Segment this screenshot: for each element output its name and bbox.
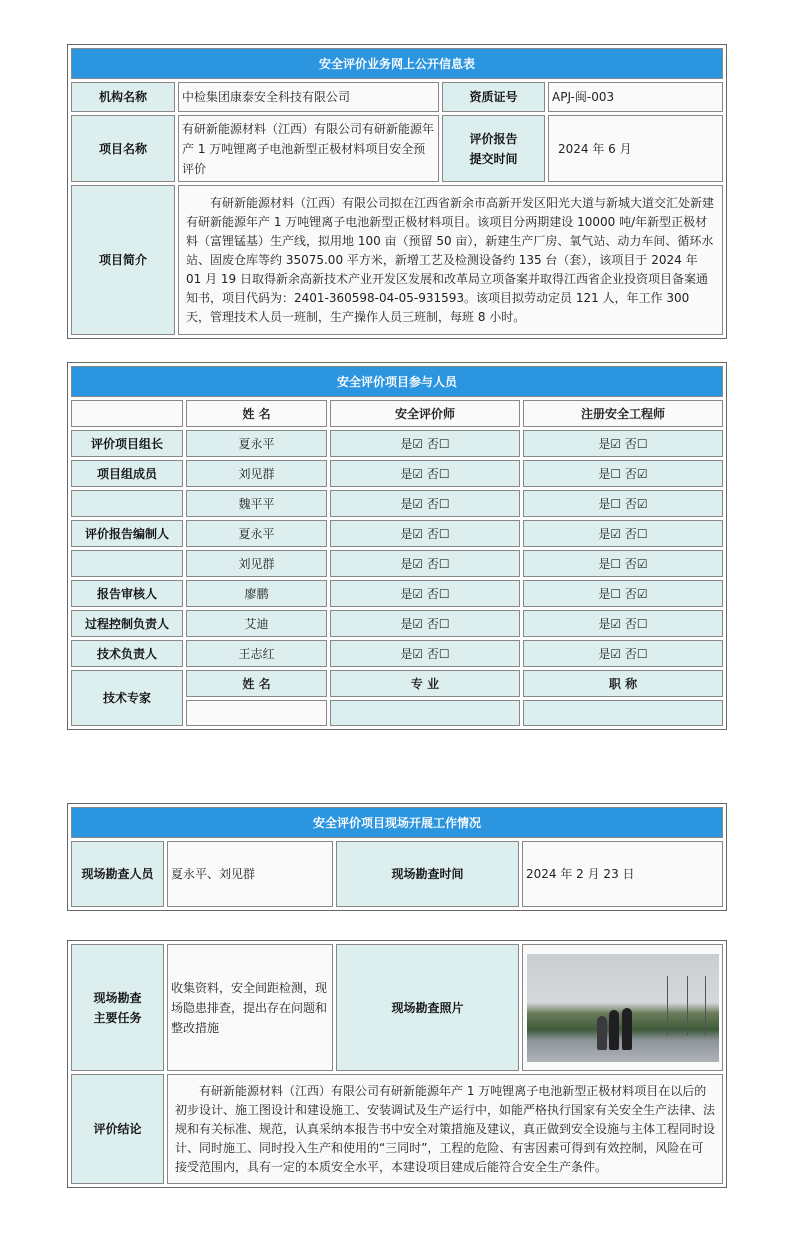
table-row	[71, 460, 723, 487]
photo-label: 现场勘查照片	[336, 944, 519, 1071]
task-value: 收集资料，安全间距检测，现场隐患排查，提出存在问题和整改措施	[167, 944, 333, 1071]
evaluator-cell: 是☑ 否☐	[330, 460, 520, 487]
evaluator-cell: 是☑ 否☐	[330, 580, 520, 607]
org-label: 机构名称	[71, 82, 175, 112]
person-shape	[622, 1008, 632, 1050]
engineer-cell: 是☐ 否☑	[523, 550, 723, 577]
submit-label-line2: 提交时间	[469, 151, 518, 166]
name-cell: 刘见群	[186, 550, 327, 577]
name-cell: 夏永平	[186, 430, 327, 457]
task-label-line2: 主要任务	[93, 1010, 142, 1025]
evaluator-cell: 是☑ 否☐	[330, 520, 520, 547]
site-table	[67, 803, 727, 911]
role-cell: 评价项目组长	[71, 430, 183, 457]
name-cell: 廖鹏	[186, 580, 327, 607]
conclusion-text: 有研新能源材料（江西）有限公司有研新能源年产 1 万吨锂离子电池新型正极材料项目在以后的初步设计、施工图设计和建设施工、安装调试及生产运行中，如能严格执行国家有关安全生产法律、法规和有关标准、规范，认真采纳本报告书中安全对策措施及建议，真正做到安全设施与主体工程同时设计、同时施工、同时投入生产和使用的“三同时”，工程的危险、有害因素可得到有效控制，风险在可接受范围内，具有一定的本质安全水平，本建设项目建成后能符合安全生产条件。	[175, 1083, 716, 1174]
site-time-value: 2024 年 2 月 23 日	[522, 841, 723, 907]
expert-col-title: 职 称	[523, 670, 723, 697]
name-cell: 刘见群	[186, 460, 327, 487]
submit-label-line1: 评价报告	[469, 131, 518, 146]
header-empty	[71, 400, 183, 427]
evaluator-cell: 是☑ 否☐	[330, 430, 520, 457]
expert-label: 技术专家	[71, 670, 183, 726]
expert-title-cell	[523, 700, 723, 726]
conclusion-label: 评价结论	[71, 1074, 164, 1184]
name-cell: 夏永平	[186, 520, 327, 547]
info-title: 安全评价业务网上公开信息表	[71, 48, 723, 79]
table-row	[71, 490, 723, 517]
role-cell	[71, 550, 183, 577]
site-title: 安全评价项目现场开展工作情况	[71, 807, 723, 838]
engineer-cell: 是☐ 否☑	[523, 490, 723, 517]
task-table	[67, 940, 727, 1188]
header-name: 姓 名	[186, 400, 327, 427]
submit-value	[548, 115, 723, 182]
pole-shape	[705, 976, 706, 1036]
person-shape	[609, 1010, 619, 1050]
header-evaluator: 安全评价师	[330, 400, 520, 427]
name-cell: 魏平平	[186, 490, 327, 517]
org-value: 中检集团康泰安全科技有限公司	[178, 82, 439, 112]
role-cell: 报告审核人	[71, 580, 183, 607]
cert-label: 资质证号	[442, 82, 545, 112]
submit-label	[442, 115, 545, 182]
project-label: 项目名称	[71, 115, 175, 182]
expert-name-cell	[186, 700, 327, 726]
engineer-cell: 是☐ 否☑	[523, 460, 723, 487]
site-time-label: 现场勘查时间	[336, 841, 519, 907]
personnel-title: 安全评价项目参与人员	[71, 366, 723, 397]
table-row	[71, 610, 723, 637]
conclusion-value	[167, 1074, 723, 1184]
site-photo	[527, 954, 719, 1062]
name-cell: 王志红	[186, 640, 327, 667]
intro-value	[178, 185, 723, 335]
evaluator-cell: 是☑ 否☐	[330, 610, 520, 637]
task-label-line1: 现场勘查	[93, 990, 142, 1005]
evaluator-cell: 是☑ 否☐	[330, 490, 520, 517]
site-staff-value: 夏永平、刘见群	[167, 841, 333, 907]
pole-shape	[687, 976, 688, 1036]
info-table	[67, 44, 727, 339]
expert-major-cell	[330, 700, 520, 726]
personnel-table	[67, 362, 727, 730]
engineer-cell: 是☑ 否☐	[523, 520, 723, 547]
header-engineer: 注册安全工程师	[523, 400, 723, 427]
pole-shape	[667, 976, 668, 1036]
table-row	[71, 520, 723, 547]
site-staff-label: 现场勘查人员	[71, 841, 164, 907]
evaluator-cell: 是☑ 否☐	[330, 550, 520, 577]
role-cell: 评价报告编制人	[71, 520, 183, 547]
role-cell: 技术负责人	[71, 640, 183, 667]
table-row	[71, 580, 723, 607]
task-label	[71, 944, 164, 1071]
table-row	[71, 550, 723, 577]
table-row	[71, 430, 723, 457]
evaluator-cell: 是☑ 否☐	[330, 640, 520, 667]
project-value: 有研新能源材料（江西）有限公司有研新能源年产 1 万吨锂离子电池新型正极材料项目安全预评价	[178, 115, 439, 182]
expert-col-major: 专 业	[330, 670, 520, 697]
engineer-cell: 是☑ 否☐	[523, 640, 723, 667]
person-shape	[597, 1016, 607, 1050]
table-row	[71, 640, 723, 667]
engineer-cell: 是☑ 否☐	[523, 430, 723, 457]
intro-label: 项目简介	[71, 185, 175, 335]
name-cell: 艾迪	[186, 610, 327, 637]
photo-cell	[522, 944, 723, 1071]
intro-text: 有研新能源材料（江西）有限公司拟在江西省新余市高新开发区阳光大道与新城大道交汇处新建有研新能源年产 1 万吨锂离子电池新型正极材料项目。该项目分两期建设 10000 吨/年新型正极材料（富锂锰基）生产线，拟用地 100 亩（预留 50 亩），新建生产厂房、氧气站、动力车间、循环水站、固废仓库等约 35075.00 平方米，新增工艺及检测设备约 135 台（套），该项目于 2024 年 01 月 19 日取得新余高新技术产业开发区发展和改革局立项备案并取得江西省企业投资项目备案通知书，项目代码为：2401-360598-04-05-931593。该项目拟劳动定员 121 人，年工作 300 天，管理技术人员一班制，生产操作人员三班制，每班 8 小时。	[186, 195, 715, 324]
expert-col-name: 姓 名	[186, 670, 327, 697]
submit-value-text: 2024 年 6 月	[558, 141, 632, 156]
role-cell	[71, 490, 183, 517]
role-cell: 过程控制负责人	[71, 610, 183, 637]
cert-value: APJ-闽-003	[548, 82, 723, 112]
engineer-cell: 是☑ 否☐	[523, 610, 723, 637]
role-cell: 项目组成员	[71, 460, 183, 487]
engineer-cell: 是☐ 否☑	[523, 580, 723, 607]
